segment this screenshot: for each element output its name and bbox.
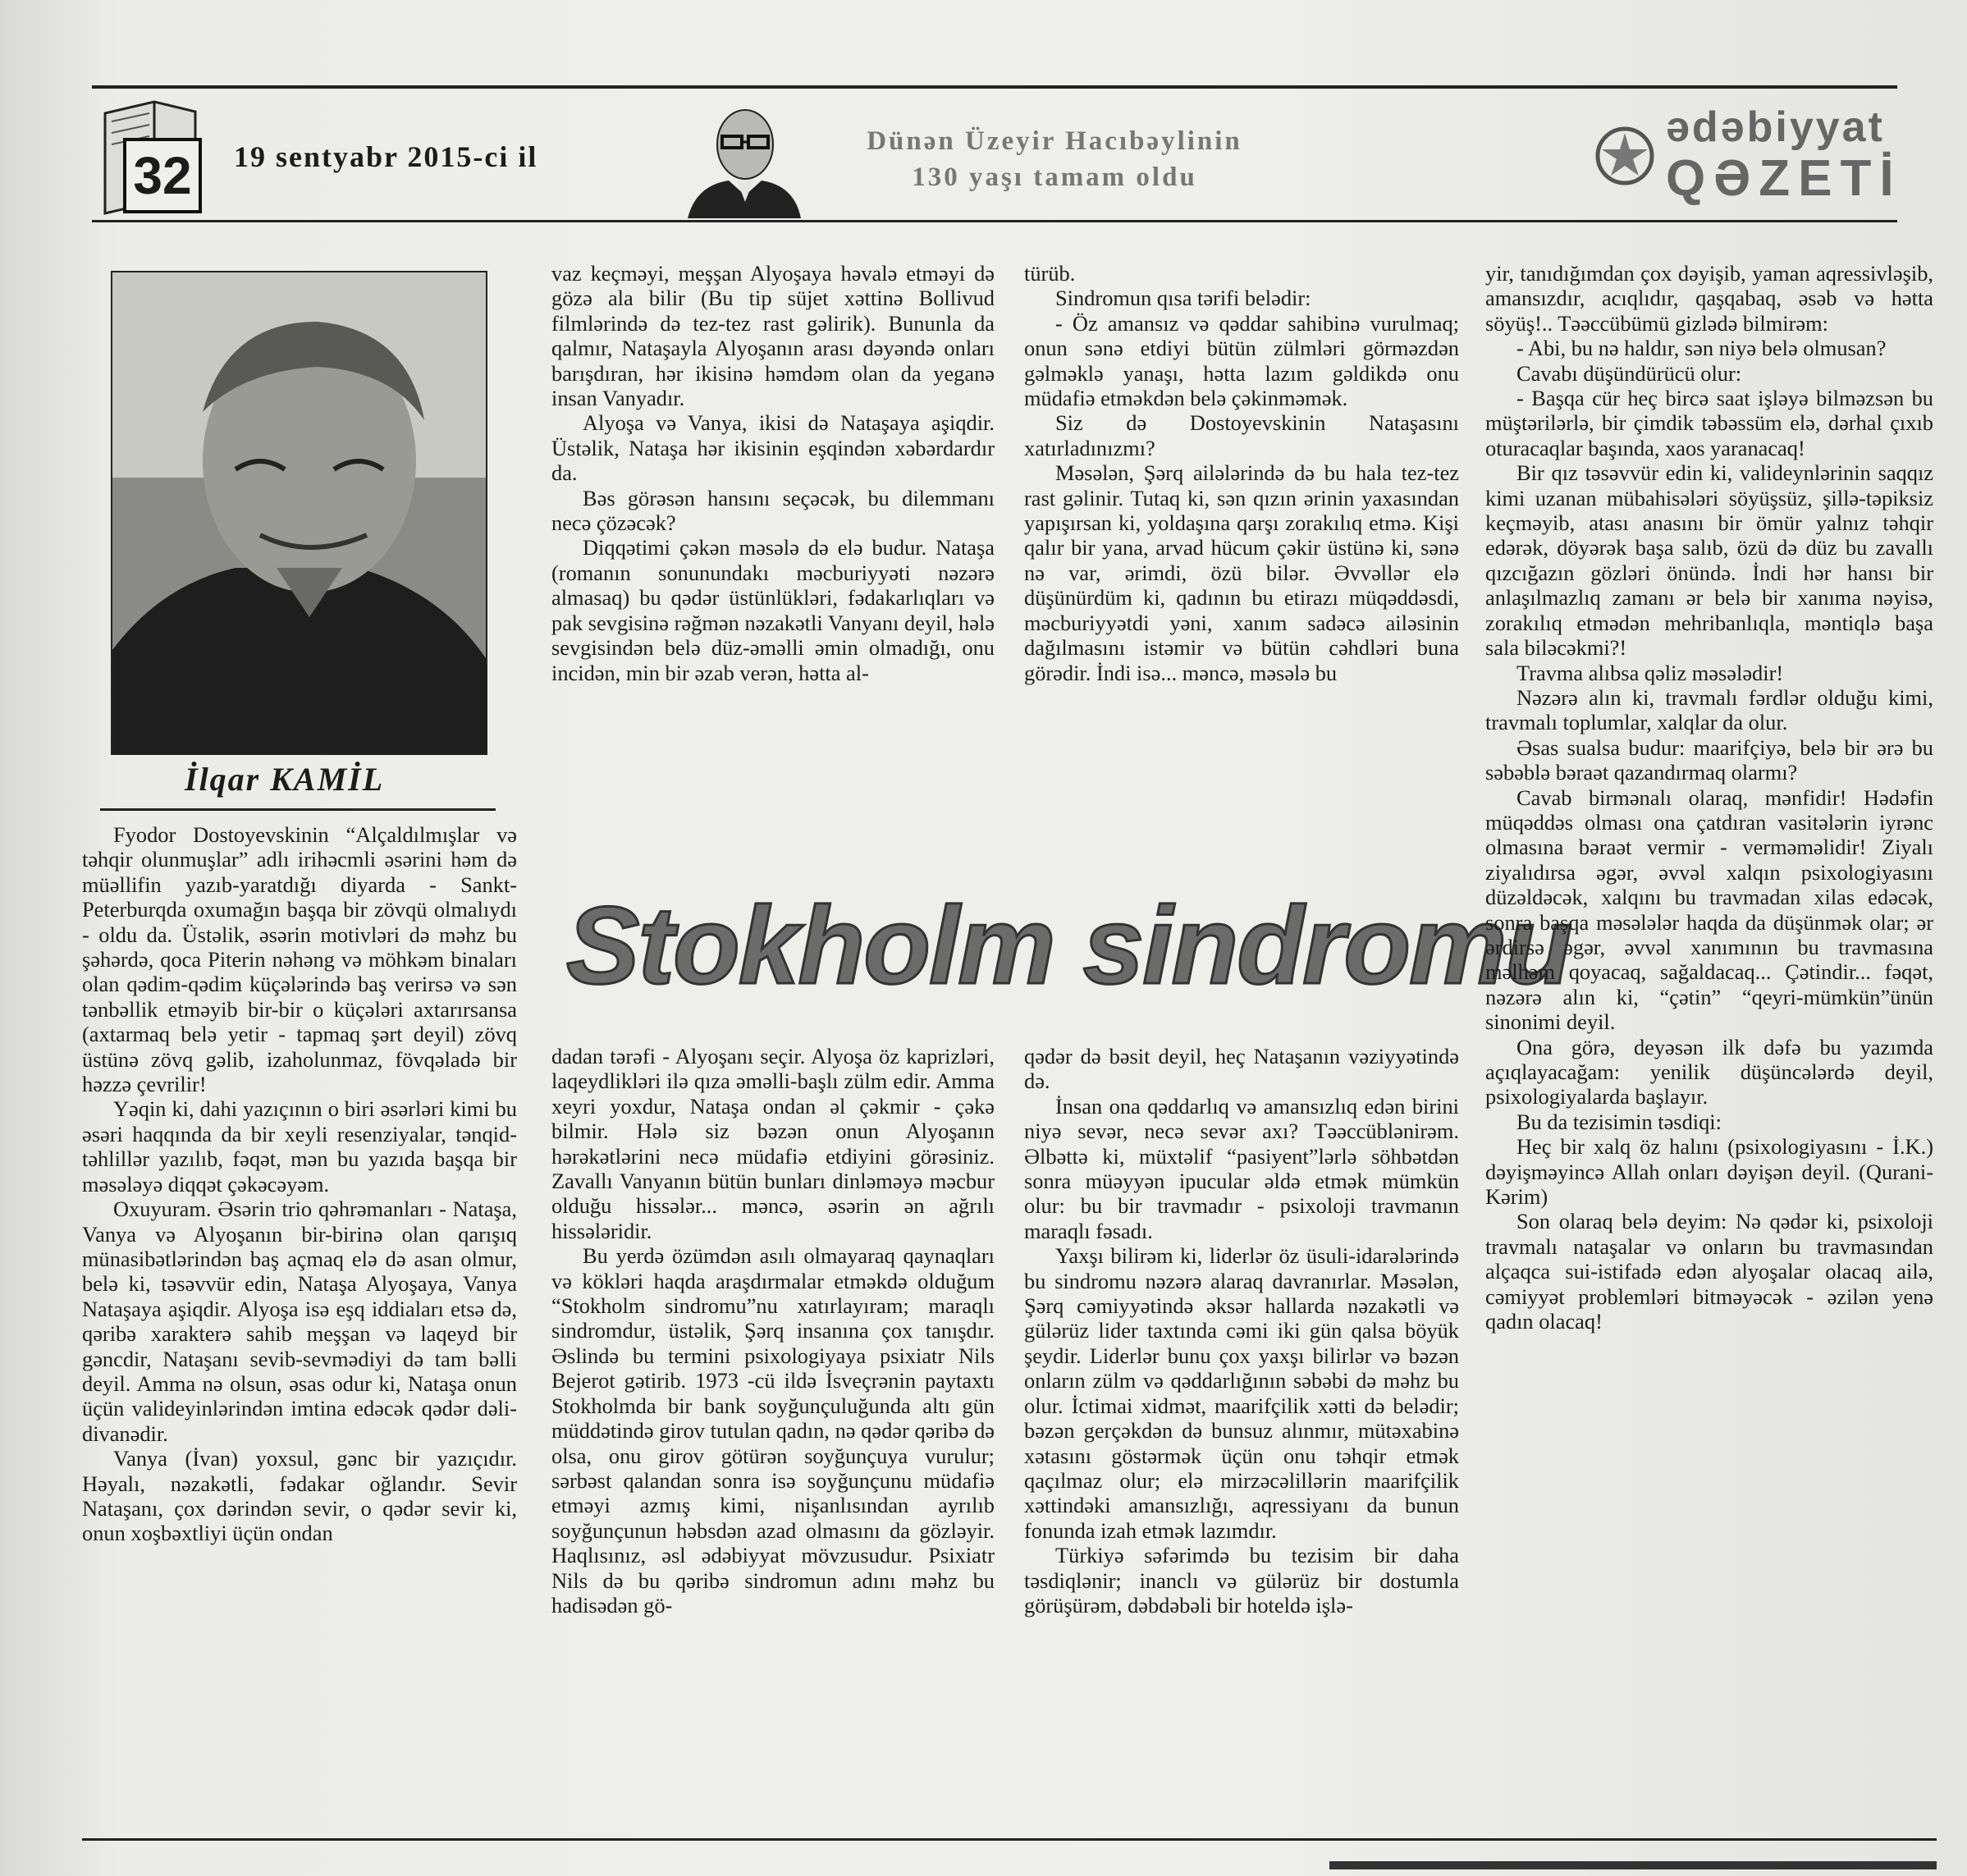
article-title — [558, 878, 1571, 1018]
paragraph: Cavab birmənalı olaraq, mənfidir! Hədəfin müqəddəs olması ona çatdıran vasitələrin iyrənc olmasına bəraət vermir - verməməlidir! Ziyalı ziyalıdırsa əgər, əvvəl xalqın psixologiyasını düzəldəcək, xalqını bu travmadan xilas edəcək, sonra başqa məsələlər haqda da düşünmək olar; ər ərdirsə əgər, əvvəl xanımının bu travmasına məlhəm qoyacaq, sağaldacaq... Çətindir... fəqət, nəzərə alın ki, “çətin” “qeyri-mümkün”ünün sinonimi deyil. — [1485, 785, 1933, 1035]
column-1 — [82, 822, 517, 1546]
paragraph: Yəqin ki, dahi yazıçının o biri əsərləri kimi bu əsəri haqqında da bir xeyli resenziyalar, tənqid-təhlillər yazılıb, fəqət, mən bu yazıda başqa bir məsələyə diqqət çəkəcəyəm. — [82, 1096, 517, 1197]
paragraph: Alyoşa və Vanya, ikisi də Nataşaya aşiqdir. Üstəlik, Nataşa hər ikisinin eşqindən xəbərdardır da. — [551, 410, 995, 486]
column-2-bottom — [551, 1044, 995, 1617]
author-photo-image — [112, 272, 486, 753]
paragraph: Heç bir xalq öz halını (psixologiyasını - İ.K.) dəyişməyincə Allah onları dəyişən deyil. (Qurani-Kərim) — [1485, 1134, 1933, 1210]
paragraph: Məsələn, Şərq ailələrində də bu hala tez-tez rast gəlinir. Tutaq ki, sən qızın ərinin yaxasından yapışırsan ki, yoldaşına qarşı zorakılıq etmə. Kişi qalır bir yana, arvad hücum çəkir üstünə ki, sənə nə var, ərimdi, özü bilər. Əvvəllər elə düşünürdüm ki, qadının bu etirazı müqəddəsdi, məcburiyyətdi yəni, xanım sadəcə ailəsinin dağılmasını istəmir və bütün cəhdləri buna görədir. İndi isə... məncə, məsələ bu — [1024, 460, 1459, 685]
paragraph: Yaxşı bilirəm ki, liderlər öz üsuli-idarələrində bu sindromu nəzərə alaraq davranırlar. Məsələn, Şərq cəmiyyətində əksər hallarda nəzakətli və gülərüz lider taxtında cəmi iki gün qalsa böyük şeydir. Liderlər bunu çox yaxşı bilirlər və bəzən onların zülm və qəddarlığının səbəbi də məhz bu olur. İctimai xidmət, maarifçilik xətti də belədir; bəzən gerçəkdən də bunsuz alınmır, mütəxabinə xətasını göstərmək üçün onu təhqir etmək qaçılmaz olur; elə mirzəcəlillərin maarifçilik xəttindəki amansızlığı, aqressiyanı da bunun fonunda izah etmək lazımdır. — [1024, 1243, 1459, 1543]
paragraph: Diqqətimi çəkən məsələ də elə budur. Nataşa (romanın sonunundakı məcburiyyəti nəzərə almasaq) bu qədər üstünlükləri, fədakarlıqları və pak sevgisinə rəğmən nəzakətli Vanyanı deyil, hələ sevgisindən belə düz-əməlli əmin olmadığı, onu incidən, min bir əzab verən, hətta al- — [551, 535, 995, 685]
paragraph: Vanya (İvan) yoxsul, gənc bir yazıçıdır. Həyalı, nəzakətli, fədakar oğlandır. Sevir Nataşanı, çox dərindən sevir, o qədər sevir ki, onun xoşbəxtliyi üçün ondan — [82, 1446, 517, 1546]
column-3-bottom — [1024, 1044, 1459, 1617]
header-bottom-rule — [92, 220, 1897, 222]
logo-line-1: ədəbiyyat — [1666, 103, 1885, 151]
paragraph: Türkiyə səfərimdə bu tezisim bir daha təsdiqlənir; inanclı və gülərüz bir dostumla görüşürəm, dəbdəbəli bir hoteldə işlə- — [1024, 1543, 1459, 1617]
paragraph: Fyodor Dostoyevskinin “Alçaldılmışlar və təhqir olunmuşlar” adlı irihəcmli əsərini həm də müəllifin yazıb-yaratdığı diyarda - Sankt-Peterburqda oxumağın başqa bir zövqü olmalıydı - oldu da. Üstəlik, əsərin motivləri də məhz bu şəhərdə, qoca Piterin nəhəng və möhkəm binaları olan qədim-qədim küçələrində baş verirsə və sən tənbəllik etməyib bir-bir o küçələri axtarırsansa (axtarmaq belə yetir - tapmaq şərt deyil) zövq üstünə zövq gəlib, izaholunmaz, fövqəladə bir həzzə çevrilir! — [82, 822, 517, 1097]
composer-portrait — [679, 95, 803, 218]
paragraph: Nəzərə alın ki, travmalı fərdlər olduğu kimi, travmalı toplumlar, xalqlar da olur. — [1485, 684, 1933, 735]
paragraph: qədər də bəsit deyil, heç Nataşanın vəziyyətində də. — [1024, 1044, 1459, 1094]
paragraph: - Başqa cür heç bircə saat işləyə bilməzsən bu müştərilərlə, bir çimdik təbəssüm elə, dərhal çıxıb oturacaqlar başında, xaos yaranacaq! — [1485, 386, 1933, 460]
header-top-rule — [92, 85, 1897, 89]
paragraph: Cavabı düşündürücü olur: — [1516, 360, 1742, 386]
column-3-top — [1024, 261, 1459, 685]
author-rule — [100, 808, 496, 811]
paragraph: Ona görə, deyəsən ilk dəfə bu yazımda açıqlayacağam: yenilik düşüncələrdə deyil, psixologiyalarda başlayır. — [1485, 1034, 1933, 1110]
logo-line-2: QƏZETİ — [1666, 150, 1902, 207]
footer-bar — [1329, 1861, 1937, 1869]
paragraph: Siz də Dostoyevskinin Nataşasını xatırladınızmı? — [1024, 410, 1459, 460]
article-title-text: Stokholm sindromu — [566, 885, 1571, 1007]
page-number: 32 — [123, 138, 202, 213]
column-4 — [1485, 261, 1933, 1334]
issue-date: 19 sentyabr 2015-ci il — [234, 140, 538, 173]
paragraph: İnsan ona qəddarlıq və amansızlıq edən birini niyə sevər, necə sevər axı? Təəccüblənirəm. Əlbəttə ki, müxtəlif “pasiyent”lərlə söhbətdən sonra müəyyən ipucular əldə etmək mümkün olur: bu bir travmadır - psixoloji travmanın maraqlı fəsadı. — [1024, 1093, 1459, 1243]
paragraph: Travma alıbsa qəliz məsələdir! — [1516, 660, 1784, 685]
paragraph: dadan tərəfi - Alyoşanı seçir. Alyoşa öz kaprizləri, laqeydlikləri ilə qıza əməlli-başlı zülm edir. Amma xeyri yoxdur, Nataşa ondan əl çəkmir - çəkə bilmir. Hələ siz bəzən onun Alyoşanın hərəkətlərini necə müdafiə etdiyini görəsiniz. Zavallı Vanyanın bütün bunları dinləməyə məcbur olduğu hissələr... məncə, əsərin ən ağrılı hissələridir. — [551, 1044, 995, 1243]
paragraph: Bu da tezisimin təsdiqi: — [1516, 1109, 1722, 1134]
paragraph: Son olaraq belə deyim: Nə qədər ki, psixoloji travmalı nataşalar və onların bu travmasından alçaqca sui-istifadə edən alyoşalar olacaq ailə, cəmiyyət problemləri bitməyəcək - əzilən yenə qadın olacaq! — [1485, 1209, 1933, 1334]
paragraph: türüb. — [1024, 261, 1076, 286]
paragraph: Bir qız təsəvvür edin ki, valideynlərinin saqqız kimi uzanan mübahisələri söyüşsüz, şillə-təpiksiz keçməyib, atası anasını bir ömür yalnız təhqir edərək, döyərək başa salıb, özü də düz bu zavallı qızcığazın gözləri önündə. İndi hər hansı bir anlaşılmazlıq zamanı ər belə bir xanıma nəyisə, zorakılıq etmədən mehribanlıqla, məntiqlə başa sala biləcəkmi?! — [1485, 460, 1933, 661]
paragraph: - Öz amansız və qəddar sahibinə vurulmaq; onun sənə etdiyi bütün zülmləri görməzdən gəlməklə yanaşı, hətta lazım gəldikdə onu müdafiə etməkdən belə çəkinməmək. — [1024, 310, 1459, 411]
paragraph: Bəs görəsən hansını seçəcək, bu dilemmanı necə çözəcək? — [551, 485, 995, 536]
emblem-icon — [1594, 125, 1656, 187]
paragraph: Oxuyuram. Əsərin trio qəhrəmanları - Nataşa, Vanya və Alyoşanın bir-birinə olan qarışıq münasibətlərindən baş açmaq elə də asan olmur, belə ki, təsəvvür edin, Nataşa Alyoşaya, Vanya Nataşaya aşiqdir. Alyoşa isə eşq iddiaları etsə də, qəribə xarakterə sahib meşşan və laqeyd bir gəncdir, Nataşanı sevib-sevmədiyi də tam bəlli deyil. Amma nə olsun, əsas odur ki, Nataşa onun üçün valideyinlərindən imtina edəcək qədər dəli-divanədir. — [82, 1197, 517, 1446]
headline-line-1: Dünən Üzeyir Hacıbəylinin — [867, 126, 1242, 156]
author-photo — [111, 271, 487, 755]
author-name: İlqar KAMİL — [185, 761, 385, 798]
footer-rule — [82, 1838, 1937, 1841]
paragraph: Bu yerdə özümdən asılı olmayaraq qaynaqları və kökləri haqda araşdırmalar etməkdə olduğum “Stokholm sindromu”nu xatırlayıram; maraqlı sindromdur, üstəlik, Şərq insanına çox tanışdır. Əslində bu termini psixologiyaya psixiatr Nils Bejerot gətirib. 1973 -cü ildə İsveçrənin paytaxtı Stokholmda bir bank soyğunçuluğunda altı gün müddətində girov tutulan qadın, nə qədər qəribə də olsa, onu girov götürən soyğunçuya vurulur; sərbəst qalandan sonra isə soyğunçunu müdafiə etməyi azmış kimi, nişanlısından ayrılıb soyğunçunun həbsdən azad olmasını da gözləyir. Haqlısınız, əsl ədəbiyyat mövzusudur. Psixiatr Nils də bu qəribə sindromun adını məhz bu hadisədən gö- — [551, 1243, 995, 1617]
paragraph: yir, tanıdığımdan çox dəyişib, yaman aqressivləşib, amansızdır, acıqlıdır, qaşqabaq, əsəb və hətta söyüş!.. Təəccübümü gizlədə bilmirəm: — [1485, 261, 1933, 336]
paragraph: Sindromun qısa tərifi belədir: — [1055, 286, 1311, 311]
paragraph: vaz keçməyi, meşşan Alyoşaya həvalə etməyi də gözə ala bilir (Bu tip süjet xəttinə Bollivud filmlərində də tez-tez rast gəlirik). Bununla da qalmır, Nataşayla Alyoşanın arası dəyəndə onları barışdıran, hər ikisinə həmdəm olan da yeganə insan Vanyadır. — [551, 261, 995, 411]
headline-announcement — [812, 123, 1297, 195]
column-2-top — [551, 261, 995, 685]
paragraph: Əsas sualsa budur: maarifçiyə, belə bir ərə bu səbəblə bəraət qazandırmaq olarmı? — [1485, 734, 1933, 785]
headline-line-2: 130 yaşı tamam oldu — [912, 162, 1197, 192]
paragraph: - Abi, bu nə haldır, sən niyə belə olmusan? — [1516, 336, 1887, 361]
